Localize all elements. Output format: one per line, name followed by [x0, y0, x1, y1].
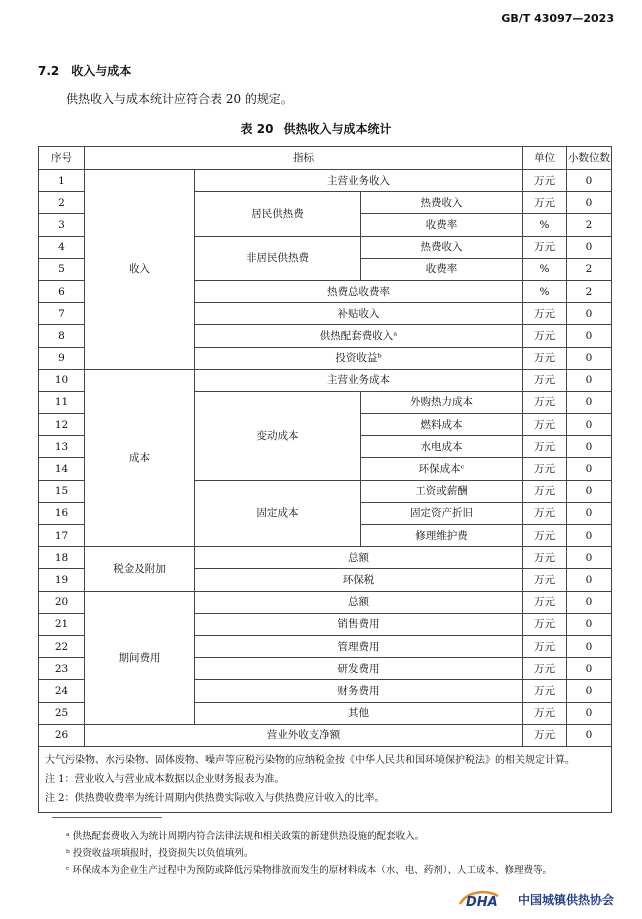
- section-number: 7.2: [38, 64, 60, 78]
- row-dec: 0: [567, 569, 612, 591]
- header-decimals: 小数位数: [567, 147, 612, 170]
- row-no: 7: [39, 303, 85, 325]
- row-name: 环保税: [195, 569, 523, 591]
- row-dec: 0: [567, 502, 612, 524]
- row-unit: 万元: [523, 414, 567, 436]
- row-dec: 0: [567, 325, 612, 347]
- row-name: 水电成本: [361, 436, 523, 458]
- row-unit: 万元: [523, 458, 567, 480]
- row-no: 25: [39, 702, 85, 724]
- row-dec: 0: [567, 236, 612, 258]
- row-no: 22: [39, 635, 85, 657]
- row-unit: 万元: [523, 658, 567, 680]
- row-dec: 0: [567, 525, 612, 547]
- group-period: 期间费用: [85, 591, 195, 724]
- row-unit: 万元: [523, 613, 567, 635]
- row-no: 1: [39, 170, 85, 192]
- row-dec: 0: [567, 613, 612, 635]
- table-number: 表 20: [240, 122, 274, 136]
- note-tax: 大气污染物、水污染物、固体废物、噪声等应税污染物的应纳税金按《中华人民共和国环境保护税法》的相关规定计算。: [45, 754, 575, 766]
- section-title: 收入与成本: [71, 64, 132, 78]
- row-name: 总额: [195, 547, 523, 569]
- row-name: 研发费用: [195, 658, 523, 680]
- row-dec: 0: [567, 547, 612, 569]
- footnotes: [66, 828, 552, 879]
- row-no: 10: [39, 369, 85, 391]
- row-name: 营业外收支净额: [85, 724, 523, 746]
- income-cost-table: [38, 146, 612, 813]
- row-no: 18: [39, 547, 85, 569]
- row-unit: 万元: [523, 635, 567, 657]
- row-no: 9: [39, 347, 85, 369]
- row-unit: 万元: [523, 192, 567, 214]
- header-seq: 序号: [39, 147, 85, 170]
- row-unit: 万元: [523, 391, 567, 413]
- row-unit: 万元: [523, 236, 567, 258]
- table-notes-row: [39, 746, 612, 812]
- row-dec: 2: [567, 258, 612, 280]
- row-name: 收费率: [361, 214, 523, 236]
- table-title: 供热收入与成本统计: [283, 122, 392, 136]
- header-unit: 单位: [523, 147, 567, 170]
- row-dec: 0: [567, 192, 612, 214]
- row-dec: 2: [567, 280, 612, 302]
- group-fixed: 固定成本: [195, 480, 361, 547]
- logo-mark: DHA: [465, 895, 498, 910]
- row-unit: 万元: [523, 170, 567, 192]
- row-dec: 0: [567, 303, 612, 325]
- row-no: 4: [39, 236, 85, 258]
- row-name: 其他: [195, 702, 523, 724]
- table-row: [39, 724, 612, 746]
- note-1: 注 1：营业收入与营业成本数据以企业财务报表为准。: [45, 773, 285, 785]
- group-variable: 变动成本: [195, 391, 361, 480]
- row-dec: 0: [567, 724, 612, 746]
- row-no: 3: [39, 214, 85, 236]
- row-no: 11: [39, 391, 85, 413]
- table-header-row: [39, 147, 612, 170]
- footnote-a: ᵃ 供热配套费收入为统计周期内符合法律法规和相关政策的新建供热设施的配套收入。: [66, 831, 425, 842]
- footnote-divider: [52, 817, 162, 818]
- row-unit: 万元: [523, 502, 567, 524]
- row-name: 管理费用: [195, 635, 523, 657]
- dha-logo-icon: [458, 888, 514, 910]
- row-unit: 万元: [523, 436, 567, 458]
- row-unit: 万元: [523, 724, 567, 746]
- row-dec: 0: [567, 480, 612, 502]
- row-dec: 0: [567, 635, 612, 657]
- row-no: 13: [39, 436, 85, 458]
- row-no: 6: [39, 280, 85, 302]
- row-no: 21: [39, 613, 85, 635]
- row-unit: 万元: [523, 680, 567, 702]
- row-name: 修理维护费: [361, 525, 523, 547]
- row-name: 燃料成本: [361, 414, 523, 436]
- table-row: [39, 591, 612, 613]
- row-unit: 万元: [523, 547, 567, 569]
- row-unit: 万元: [523, 480, 567, 502]
- row-unit: %: [523, 258, 567, 280]
- row-no: 26: [39, 724, 85, 746]
- row-name: 总额: [195, 591, 523, 613]
- standard-number: GB/T 43097—2023: [501, 12, 614, 25]
- row-no: 15: [39, 480, 85, 502]
- row-unit: 万元: [523, 591, 567, 613]
- row-name: 供热配套费收入ᵃ: [195, 325, 523, 347]
- table-row: [39, 369, 612, 391]
- row-no: 16: [39, 502, 85, 524]
- row-no: 19: [39, 569, 85, 591]
- row-name: 主营业务收入: [195, 170, 523, 192]
- row-dec: 0: [567, 369, 612, 391]
- intro-paragraph: 供热收入与成本统计应符合表 20 的规定。: [66, 92, 293, 106]
- note-2: 注 2：供热费收费率为统计周期内供热费实际收入与供热费应计收入的比率。: [45, 792, 385, 804]
- row-dec: 0: [567, 658, 612, 680]
- row-name: 热费收入: [361, 192, 523, 214]
- row-name: 固定资产折旧: [361, 502, 523, 524]
- row-no: 20: [39, 591, 85, 613]
- row-no: 17: [39, 525, 85, 547]
- header-indicator: 指标: [85, 147, 523, 170]
- row-name: 热费收入: [361, 236, 523, 258]
- row-no: 12: [39, 414, 85, 436]
- row-unit: 万元: [523, 325, 567, 347]
- table-row: [39, 547, 612, 569]
- row-name: 环保成本ᶜ: [361, 458, 523, 480]
- row-dec: 2: [567, 214, 612, 236]
- group-income: 收入: [85, 170, 195, 370]
- group-cost: 成本: [85, 369, 195, 547]
- row-dec: 0: [567, 170, 612, 192]
- row-unit: %: [523, 214, 567, 236]
- row-no: 5: [39, 258, 85, 280]
- association-logo: [458, 888, 614, 910]
- row-name: 外购热力成本: [361, 391, 523, 413]
- footnote-b: ᵇ 投资收益项填报时，投资损失以负值填列。: [66, 848, 254, 859]
- row-dec: 0: [567, 702, 612, 724]
- row-unit: 万元: [523, 369, 567, 391]
- row-no: 23: [39, 658, 85, 680]
- logo-text: 中国城镇供热协会: [517, 892, 614, 907]
- group-resident: 居民供热费: [195, 192, 361, 236]
- row-unit: 万元: [523, 303, 567, 325]
- group-tax: 税金及附加: [85, 547, 195, 591]
- row-dec: 0: [567, 347, 612, 369]
- row-unit: 万元: [523, 569, 567, 591]
- row-dec: 0: [567, 391, 612, 413]
- row-no: 24: [39, 680, 85, 702]
- group-nonresident: 非居民供热费: [195, 236, 361, 280]
- row-unit: 万元: [523, 702, 567, 724]
- row-name: 热费总收费率: [195, 280, 523, 302]
- row-name: 投资收益ᵇ: [195, 347, 523, 369]
- row-unit: 万元: [523, 347, 567, 369]
- row-dec: 0: [567, 458, 612, 480]
- row-dec: 0: [567, 436, 612, 458]
- row-dec: 0: [567, 591, 612, 613]
- row-dec: 0: [567, 414, 612, 436]
- row-unit: %: [523, 280, 567, 302]
- section-heading: [38, 62, 143, 79]
- row-name: 补贴收入: [195, 303, 523, 325]
- table-notes: [39, 746, 612, 812]
- table-row: [39, 170, 612, 192]
- row-no: 8: [39, 325, 85, 347]
- row-name: 工资或薪酬: [361, 480, 523, 502]
- row-dec: 0: [567, 680, 612, 702]
- row-name: 主营业务成本: [195, 369, 523, 391]
- row-name: 收费率: [361, 258, 523, 280]
- table-caption: [0, 120, 642, 137]
- row-unit: 万元: [523, 525, 567, 547]
- footnote-c: ᶜ 环保成本为企业生产过程中为预防或降低污染物排放而发生的原材料成本（水、电、药剂）、人工成本、修理费等。: [66, 865, 553, 876]
- row-no: 14: [39, 458, 85, 480]
- row-name: 销售费用: [195, 613, 523, 635]
- row-name: 财务费用: [195, 680, 523, 702]
- row-no: 2: [39, 192, 85, 214]
